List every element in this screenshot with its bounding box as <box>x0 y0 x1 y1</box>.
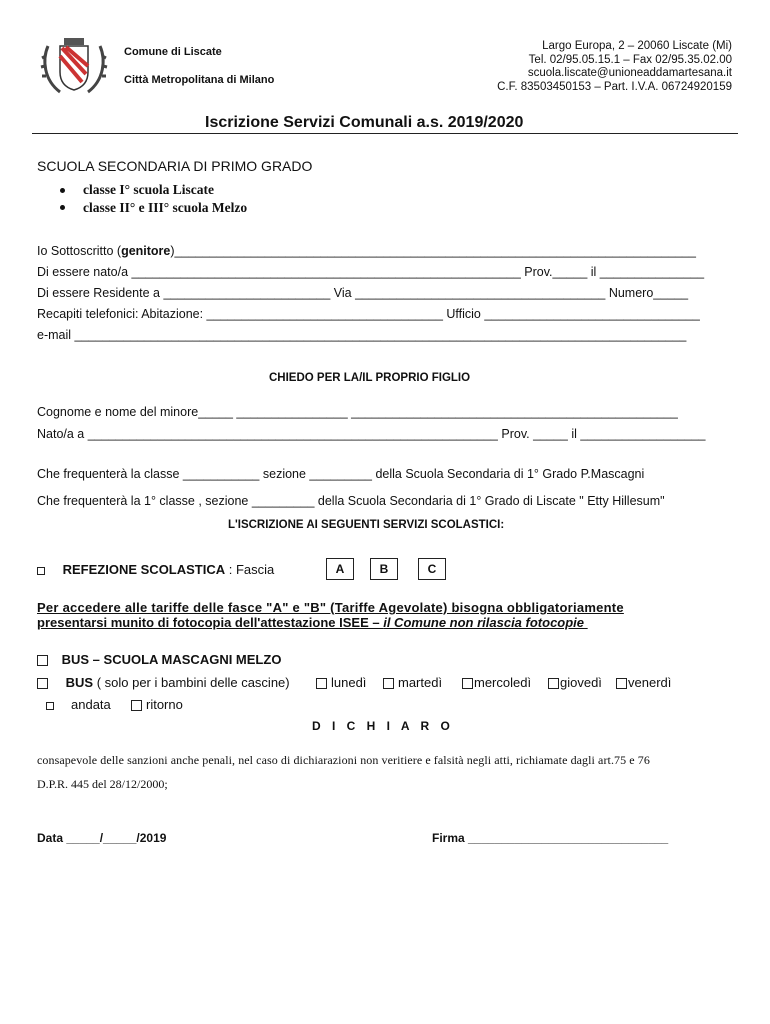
residence-field[interactable]: Di essere Residente a ________________________ Via ____________________________________ Numero_____ <box>37 286 689 300</box>
day-giovedi[interactable]: giovedì <box>548 675 602 690</box>
day-mercoledi[interactable]: mercoledì <box>462 675 531 690</box>
fascia-c-box[interactable]: C <box>418 558 446 580</box>
bus-note: ( solo per i bambini delle cascine) <box>93 675 290 690</box>
signature-field[interactable]: Firma ______________________________ <box>432 831 669 845</box>
class-mascagni-field[interactable]: Che frequenterà la classe ___________ sezione _________ della Scuola Secondaria di 1° Grado P.Mascagni <box>37 467 645 481</box>
comune-name: Comune di Liscate <box>124 46 222 58</box>
tel-fax: Tel. 02/95.05.15.1 – Fax 02/95.35.02.00 <box>528 53 732 66</box>
refezione-label: REFEZIONE SCOLASTICA <box>62 562 226 577</box>
email-field[interactable]: e-mail ________________________________________________________________________________________ <box>37 328 687 342</box>
contact-block <box>497 40 732 94</box>
school-heading: SCUOLA SECONDARIA DI PRIMO GRADO <box>37 158 313 174</box>
phone-field[interactable]: Recapiti telefonici: Abitazione: __________________________________ Ufficio _______________________________ <box>37 307 700 321</box>
bus-heading: BUS – SCUOLA MASCAGNI MELZO <box>61 652 282 667</box>
ritorno-option[interactable]: ritorno <box>131 697 183 712</box>
fascia-b-box[interactable]: B <box>370 558 398 580</box>
crest-icon <box>40 36 108 98</box>
sottoscritto-field[interactable]: Io Sottoscritto (genitore)___________________________________________________________________________ <box>37 244 696 258</box>
bullet-icon <box>60 205 65 210</box>
declaration-line-2: D.P.R. 445 del 28/12/2000; <box>37 777 168 791</box>
fascia-a-box[interactable]: A <box>326 558 354 580</box>
notice-line-2: presentarsi munito di fotocopia dell'attestazione ISEE – il Comune non rilascia fotocopie <box>37 615 585 630</box>
email-address[interactable]: scuola.liscate@unioneaddamartesana.it <box>527 67 732 79</box>
bus-heading-row <box>37 652 281 667</box>
bullet-icon <box>60 188 65 193</box>
checkbox-icon[interactable] <box>37 678 48 689</box>
dichiaro-heading: D I C H I A R O <box>312 719 454 733</box>
checkbox-icon[interactable] <box>37 655 48 666</box>
date-field[interactable]: Data _____/_____/2019 <box>37 831 167 845</box>
bus-row <box>37 675 290 690</box>
school-item: classe II° e III° scuola Melzo <box>83 200 248 215</box>
title-divider <box>32 133 738 134</box>
andata-option[interactable]: andata <box>46 697 111 712</box>
checkbox-icon <box>46 702 54 710</box>
chiedo-heading: CHIEDO PER LA/IL PROPRIO FIGLIO <box>269 372 471 384</box>
minor-name-field[interactable]: Cognome e nome del minore_____ ________________ _______________________________________________ <box>37 405 678 419</box>
declaration-line-1: consapevole delle sanzioni anche penali, nel caso di dichiarazioni non veritiere e falsità negli atti, richiamate dagli art.75 e 76 <box>37 753 650 767</box>
citta-name: Città Metropolitana di Milano <box>124 74 275 86</box>
day-venerdi[interactable]: venerdì <box>616 675 671 690</box>
school-item: classe I° scuola Liscate <box>83 182 215 197</box>
refezione-suffix: : Fascia <box>225 562 275 577</box>
iscrizione-heading: L'ISCRIZIONE AI SEGUENTI SERVIZI SCOLASTICI: <box>228 519 505 531</box>
birth-field[interactable]: Di essere nato/a ________________________________________________________ Prov._____ il _______________ <box>37 265 705 279</box>
tax-code: C.F. 83503450153 – Part. I.V.A. 06724920159 <box>497 80 732 93</box>
day-martedi[interactable]: martedì <box>383 675 442 690</box>
page-title: Iscrizione Servizi Comunali a.s. 2019/2020 <box>205 114 524 131</box>
bus-label: BUS <box>65 675 94 690</box>
minor-birth-field[interactable]: Nato/a a ___________________________________________________________ Prov. _____ il __________________ <box>37 427 706 441</box>
refezione-row <box>37 562 274 577</box>
address: Largo Europa, 2 – 20060 Liscate (Mi) <box>542 40 732 52</box>
day-lunedi[interactable]: lunedì <box>316 675 366 690</box>
checkbox-icon[interactable] <box>37 567 45 575</box>
class-liscate-field[interactable]: Che frequenterà la 1° classe , sezione _________ della Scuola Secondaria di 1° Grado di Liscate " Etty Hillesum" <box>37 494 665 508</box>
notice-line-1: Per accedere alle tariffe delle fasce "A" e "B" (Tariffe Agevolate) bisogna obbligatoriamente <box>37 600 624 615</box>
